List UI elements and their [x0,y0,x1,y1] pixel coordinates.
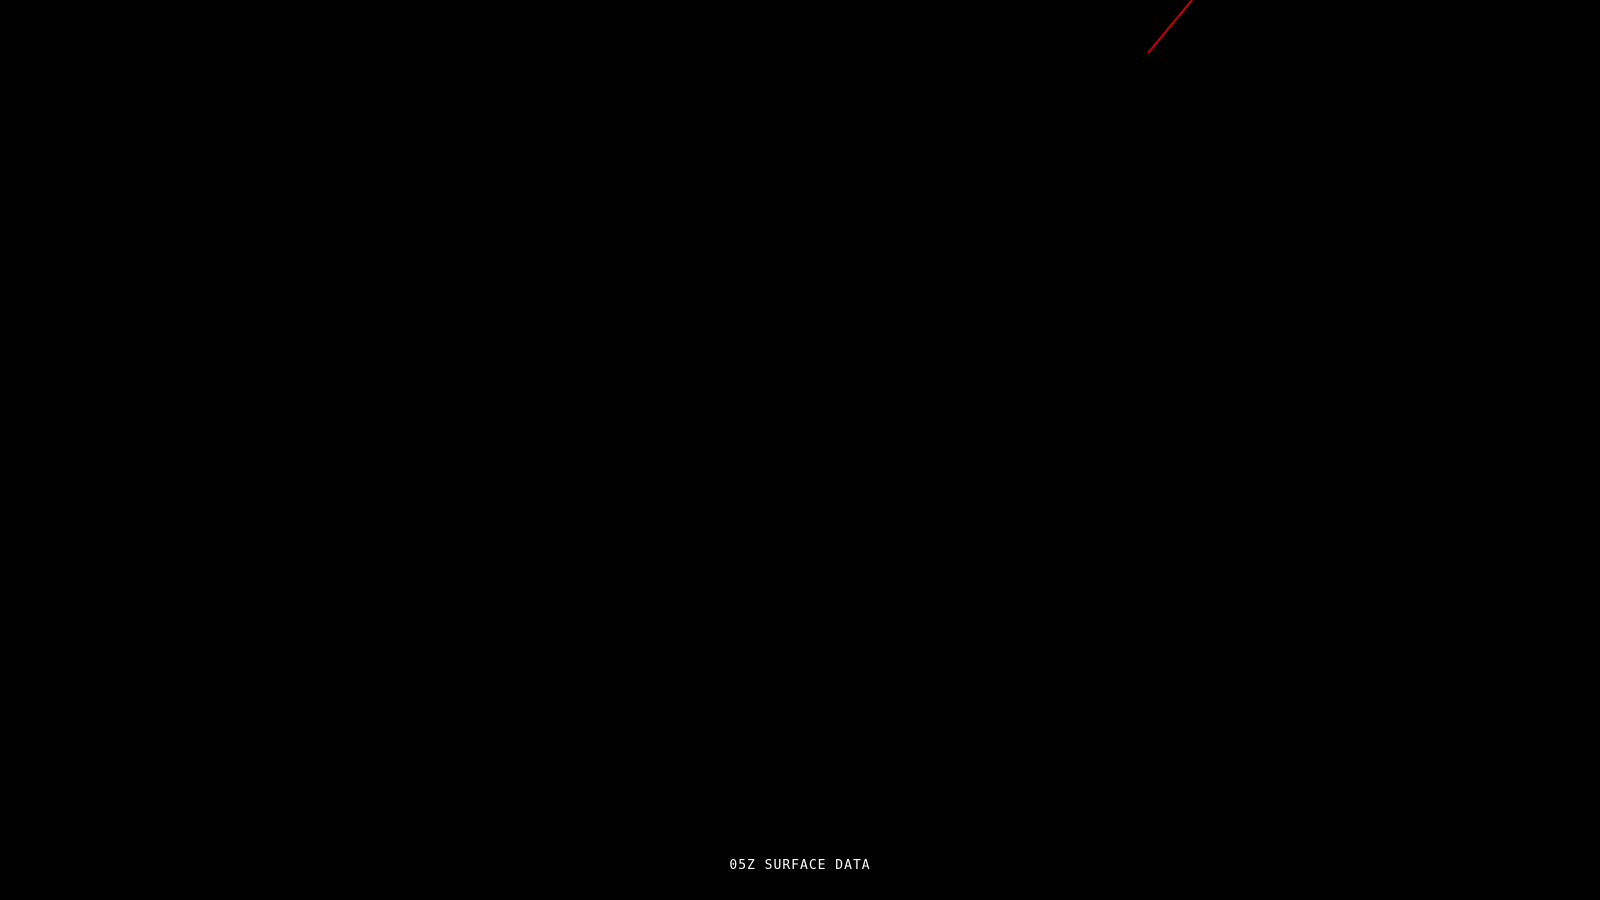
map-caption: 05Z SURFACE DATA [729,858,871,873]
front-line-overlay [1130,0,1210,60]
warm-front-line [1148,0,1192,53]
